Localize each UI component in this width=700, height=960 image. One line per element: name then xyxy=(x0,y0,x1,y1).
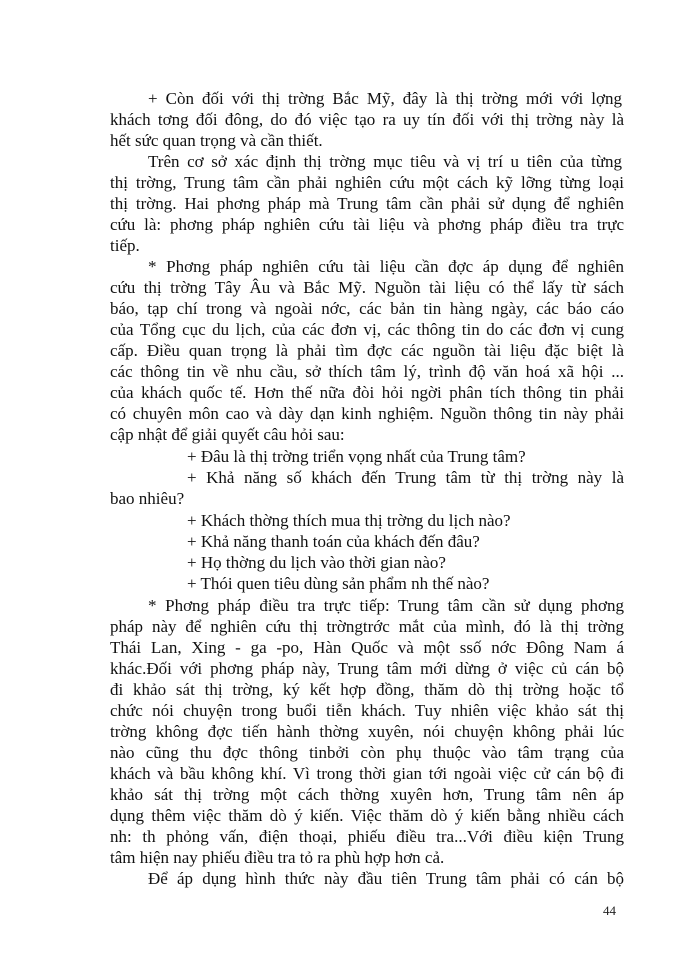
text-line: khảo sát thị trờng một cách thờng xuyên hơn, Trung tâm nên áp xyxy=(110,785,624,804)
text-line: thị trờng, Trung tâm cần phải nghiên cứu một cách kỹ lỡng từng loại xyxy=(110,173,624,192)
text-line: + Còn đối với thị trờng Bắc Mỹ, đây là thị trờng mới với lợng xyxy=(148,89,622,108)
text-line: + Khách thờng thích mua thị trờng du lịch nào? xyxy=(187,511,511,530)
text-line: nào cũng thu đợc thông tinbởi còn phụ thuộc vào tâm trạng của xyxy=(110,743,624,762)
text-line: + Đâu là thị trờng triển vọng nhất của Trung tâm? xyxy=(187,447,526,466)
text-line: khách và bầu không khí. Vì trong thời gian tới ngoài việc cử cán bộ đi xyxy=(110,764,624,783)
text-line: các thông tin về nhu cầu, sở thích tâm lý, trình độ văn hoá xã hội ... xyxy=(110,362,624,381)
text-line: * Phơng pháp nghiên cứu tài liệu cần đợc áp dụng để nghiên xyxy=(148,257,624,276)
text-line: + Khả năng thanh toán của khách đến đâu? xyxy=(187,532,480,551)
text-line: báo, tạp chí trong và ngoài nớc, các bản tin hàng ngày, các báo cáo xyxy=(110,299,624,318)
page-number: 44 xyxy=(603,903,616,918)
text-line: trờng không đợc tiến hành thờng xuyên, nói chuyện không phải lúc xyxy=(110,722,624,741)
text-line: của Tổng cục du lịch, của các đơn vị, các thông tin do các đơn vị cung xyxy=(110,320,624,339)
text-line: có chuyên môn cao và dày dạn kinh nghiệm. Nguồn thông tin này phải xyxy=(110,404,624,423)
text-line: dụng thêm việc thăm dò ý kiến. Việc thăm dò ý kiến bằng nhiều cách xyxy=(110,806,624,825)
text-line: cứu là: phơng pháp nghiên cứu tài liệu và phơng pháp điều tra trực xyxy=(110,215,624,234)
text-line: cập nhật để giải quyết câu hỏi sau: xyxy=(110,425,345,444)
text-line: tiếp. xyxy=(110,236,140,255)
text-line: hết sức quan trọng và cần thiết. xyxy=(110,131,323,150)
text-line: cứu thị trờng Tây Âu và Bắc Mỹ. Nguồn tài liệu có thể lấy từ sách xyxy=(110,278,624,297)
text-line: bao nhiêu? xyxy=(110,489,185,508)
text-line: của khách quốc tế. Hơn thế nữa đòi hỏi ngời phân tích thông tin phải xyxy=(110,383,624,402)
text-line: khách tơng đối đông, do đó việc tạo ra uy tín đối với thị trờng này là xyxy=(110,110,624,129)
text-line: khác.Đối với phơng pháp này, Trung tâm mới dừng ở việc củ cán bộ xyxy=(110,659,624,678)
text-line: cấp. Điều quan trọng là phải tìm đợc các nguồn tài liệu đặc biệt là xyxy=(110,341,624,360)
text-line: + Thói quen tiêu dùng sản phẩm nh thế nào? xyxy=(187,574,490,593)
text-line: Thái Lan, Xing - ga -po, Hàn Quốc và một ssố nớc Đông Nam á xyxy=(110,638,624,657)
text-line: + Khả năng số khách đến Trung tâm từ thị trờng này là xyxy=(187,468,624,487)
text-line: Trên cơ sở xác định thị trờng mục tiêu và vị trí u tiên của từng xyxy=(148,152,622,171)
text-line: * Phơng pháp điều tra trực tiếp: Trung tâm cần sử dụng phơng xyxy=(148,596,624,615)
text-line: nh: th phỏng vấn, điện thoại, phiếu điều tra...Với điều kiện Trung xyxy=(110,827,624,846)
text-line: tâm hiện nay phiếu điều tra tỏ ra phù hợp hơn cả. xyxy=(110,848,445,867)
text-line: đi khảo sát thị trờng, ký kết hợp đồng, thăm dò thị trờng hoặc tổ xyxy=(110,680,624,699)
text-line: thị trờng. Hai phơng pháp mà Trung tâm cần phải sử dụng để nghiên xyxy=(110,194,624,213)
text-line: Để áp dụng hình thức này đầu tiên Trung tâm phải có cán bộ xyxy=(148,869,624,888)
text-line: chức nói chuyện trong buổi tiễn khách. Tuy nhiên việc khảo sát thị xyxy=(110,701,624,720)
text-line: + Họ thờng du lịch vào thời gian nào? xyxy=(187,553,446,572)
text-line: pháp này để nghiên cứu thị trờngtrớc mắt của mình, đó là thị trờng xyxy=(110,617,624,636)
